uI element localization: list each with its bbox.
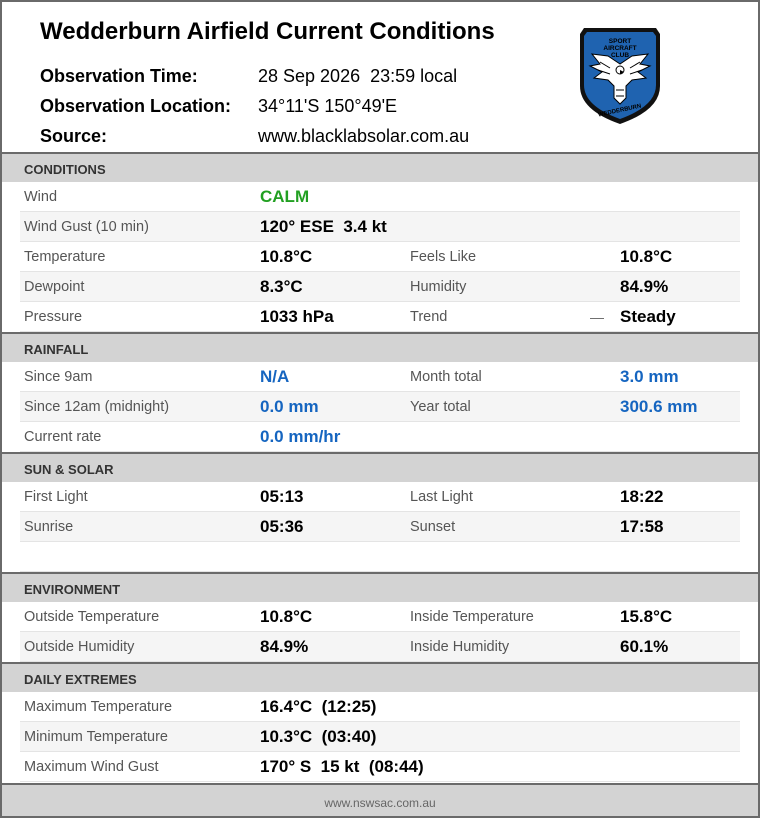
- footer: [2, 783, 758, 816]
- current-rate-value: 0.0 mm/hr: [260, 427, 341, 446]
- row-temperature: [20, 242, 740, 272]
- year-total-value: 300.6 mm: [620, 397, 698, 416]
- inside-temperature-value: 15.8°C: [620, 607, 673, 626]
- row-current-rate: [20, 422, 740, 452]
- section-heading: CONDITIONS: [2, 152, 758, 182]
- section-rainfall: [2, 332, 758, 452]
- pressure-label: Pressure: [24, 309, 83, 325]
- row-humidities: [20, 632, 740, 662]
- section-daily-extremes: [2, 662, 758, 782]
- temperature-value: 10.8°C: [260, 247, 313, 266]
- row-sunrise: [20, 512, 740, 542]
- svg-text:SPORT: SPORT: [608, 38, 632, 45]
- footer-link[interactable]: www.nswsac.com.au: [324, 796, 436, 810]
- row-max-temperature: [20, 692, 740, 722]
- sunrise-value: 05:36: [260, 517, 304, 536]
- section-heading: RAINFALL: [2, 332, 758, 362]
- max-wind-gust-label: Maximum Wind Gust: [24, 759, 159, 775]
- max-temperature-label: Maximum Temperature: [24, 699, 173, 715]
- svg-text:AIRCRAFT: AIRCRAFT: [603, 45, 637, 52]
- trend-value: Steady: [620, 307, 676, 326]
- current-rate-label: Current rate: [24, 429, 102, 445]
- wind-label: Wind: [24, 189, 58, 205]
- row-pressure: [20, 302, 740, 332]
- since-9am-value: N/A: [260, 367, 290, 386]
- section-environment: [2, 572, 758, 662]
- inside-humidity-label: Inside Humidity: [410, 639, 510, 655]
- empty-row: [20, 542, 740, 572]
- observation-time-value: 28 Sep 2026 23:59 local: [258, 66, 458, 86]
- wind-gust-value: 120° ESE 3.4 kt: [260, 217, 387, 236]
- dewpoint-value: 8.3°C: [260, 277, 303, 296]
- dewpoint-label: Dewpoint: [24, 279, 85, 295]
- trend-steady-icon: —: [590, 309, 604, 325]
- humidity-label: Humidity: [410, 279, 467, 295]
- source-link[interactable]: www.blacklabsolar.com.au: [258, 126, 470, 146]
- svg-text:CLUB: CLUB: [610, 52, 630, 59]
- pressure-value: 1033 hPa: [260, 307, 334, 326]
- year-total-label: Year total: [410, 399, 471, 415]
- svg-text:WEDDERBURN: WEDDERBURN: [597, 103, 642, 119]
- section-heading: DAILY EXTREMES: [2, 662, 758, 692]
- last-light-value: 18:22: [620, 487, 664, 506]
- source-label: Source:: [40, 126, 108, 146]
- outside-temperature-value: 10.8°C: [260, 607, 313, 626]
- row-since-midnight: [20, 392, 740, 422]
- sunrise-label: Sunrise: [24, 519, 74, 535]
- outside-humidity-label: Outside Humidity: [24, 639, 135, 655]
- trend-label: Trend: [410, 309, 448, 325]
- row-dewpoint: [20, 272, 740, 302]
- wind-gust-label: Wind Gust (10 min): [24, 219, 149, 235]
- month-total-label: Month total: [410, 369, 482, 385]
- last-light-label: Last Light: [410, 489, 473, 505]
- max-temperature-value: 16.4°C (12:25): [260, 697, 377, 716]
- since-midnight-label: Since 12am (midnight): [24, 399, 170, 415]
- max-wind-gust-value: 170° S 15 kt (08:44): [260, 757, 424, 776]
- feels-like-value: 10.8°C: [620, 247, 673, 266]
- humidity-value: 84.9%: [620, 277, 669, 296]
- row-min-temperature: [20, 722, 740, 752]
- row-temperatures: [20, 602, 740, 632]
- row-wind: [20, 182, 740, 212]
- sunset-value: 17:58: [620, 517, 664, 536]
- outside-temperature-label: Outside Temperature: [24, 609, 160, 625]
- sport-aircraft-club-logo: [578, 24, 662, 126]
- wind-value: CALM: [260, 187, 310, 206]
- row-first-light: [20, 482, 740, 512]
- first-light-value: 05:13: [260, 487, 304, 506]
- section-sun-solar: [2, 452, 758, 572]
- section-conditions: [2, 152, 758, 332]
- sunset-label: Sunset: [410, 519, 456, 535]
- since-midnight-value: 0.0 mm: [260, 397, 319, 416]
- observation-location-label: Observation Location:: [40, 96, 232, 116]
- row-since-9am: [20, 362, 740, 392]
- section-heading: SUN & SOLAR: [2, 452, 758, 482]
- month-total-value: 3.0 mm: [620, 367, 679, 386]
- inside-humidity-value: 60.1%: [620, 637, 669, 656]
- min-temperature-label: Minimum Temperature: [24, 729, 168, 745]
- row-max-wind-gust: [20, 752, 740, 782]
- outside-humidity-value: 84.9%: [260, 637, 309, 656]
- page-title: Wedderburn Airfield Current Conditions: [40, 18, 495, 45]
- first-light-label: First Light: [24, 489, 88, 505]
- inside-temperature-label: Inside Temperature: [410, 609, 534, 625]
- header: [2, 2, 758, 152]
- section-heading: ENVIRONMENT: [2, 572, 758, 602]
- row-wind-gust: [20, 212, 740, 242]
- observation-location-value: 34°11'S 150°49'E: [258, 96, 398, 116]
- since-9am-label: Since 9am: [24, 369, 93, 385]
- observation-time-label: Observation Time:: [40, 66, 198, 86]
- temperature-label: Temperature: [24, 249, 106, 265]
- feels-like-label: Feels Like: [410, 249, 477, 265]
- min-temperature-value: 10.3°C (03:40): [260, 727, 377, 746]
